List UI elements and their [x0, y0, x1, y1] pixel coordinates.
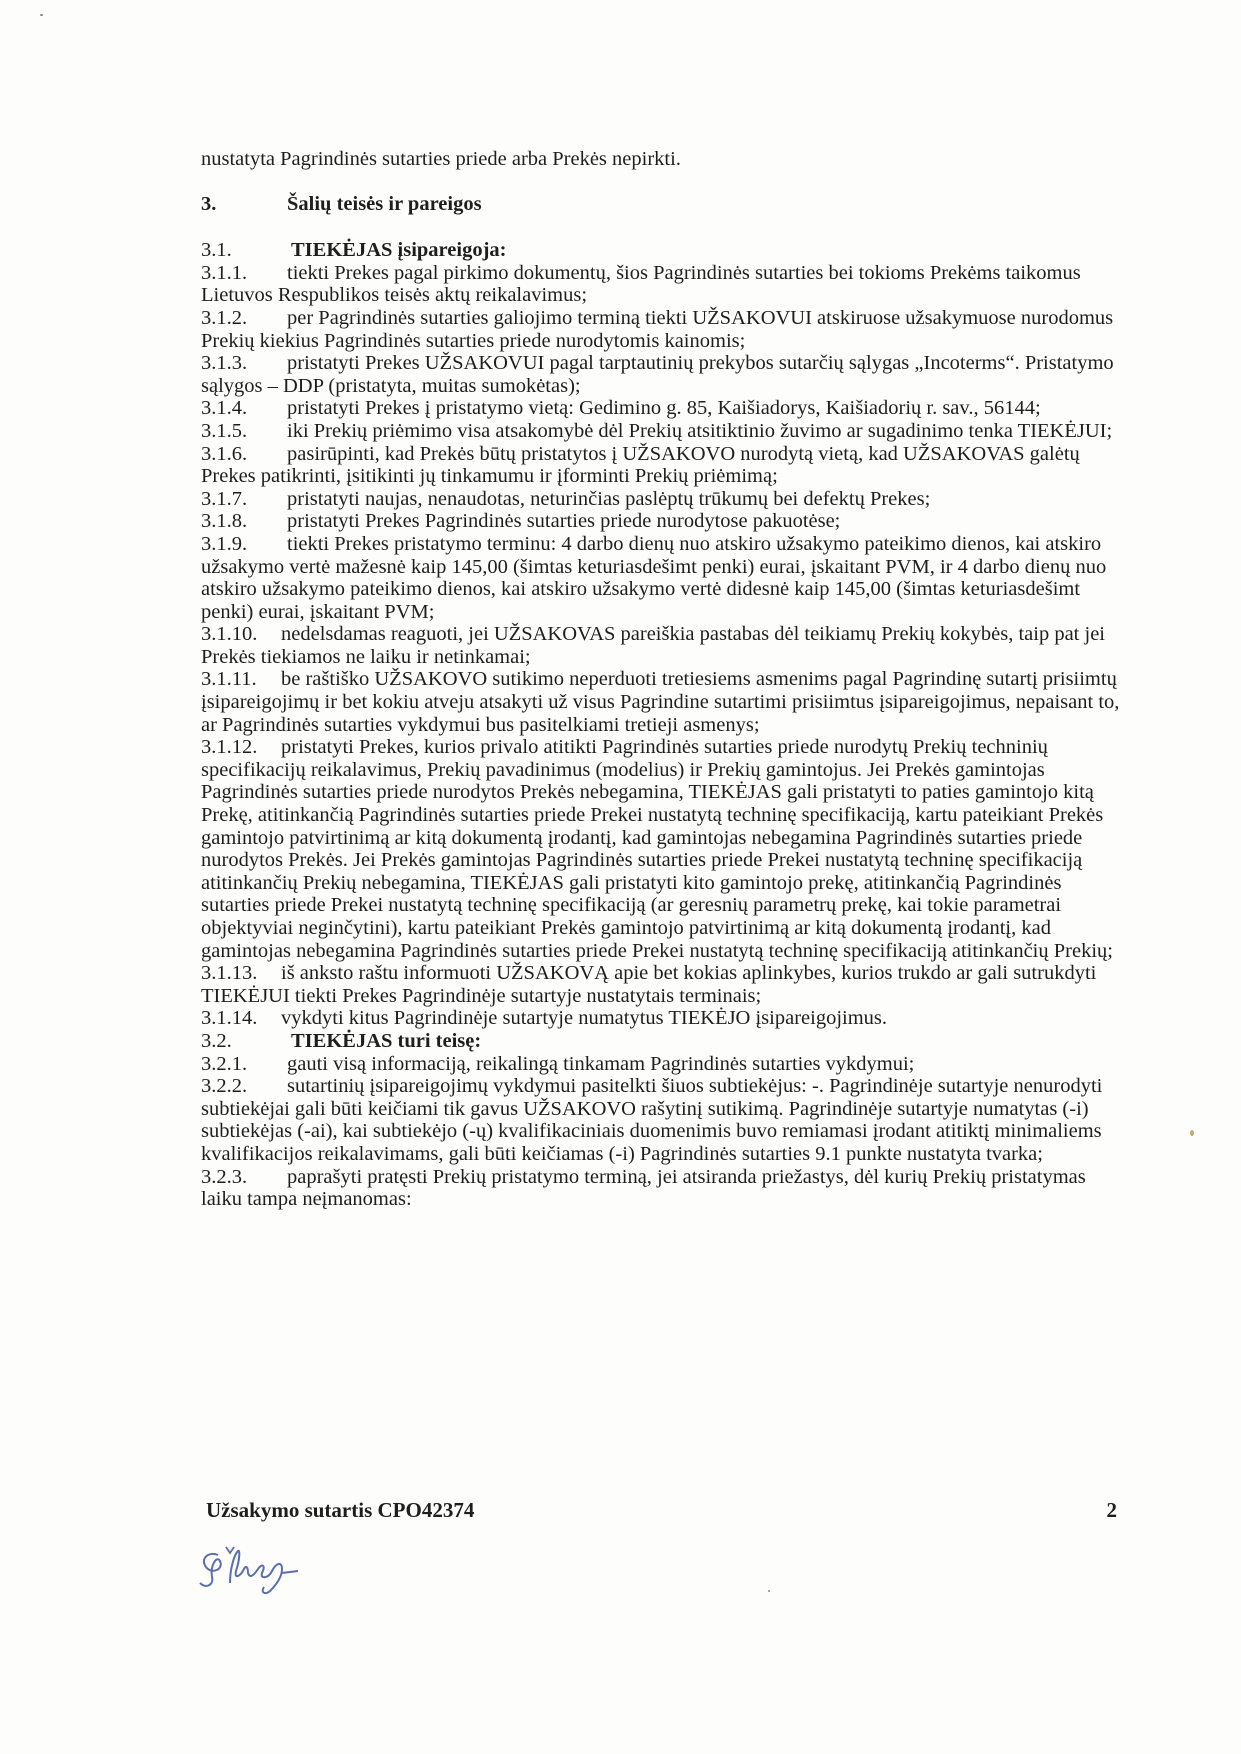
list-item — [201, 533, 1121, 623]
subsection-number: 3.2. — [201, 1029, 232, 1052]
item-text: tiekti Prekes pristatymo terminu: 4 darbo dienų nuo atskiro užsakymo pateikimo dienos, kai atskiro užsakymo vertė mažesnė kaip 145,00 (šimtas keturiasdešimt penki) eurai, įskaitant PVM, ir 4 darbo dienų nuo atskiro užsakymo pateikimo dienos, kai atskiro užsakymo vertė didesnė kaip 145,00 (šimtas keturiasdešimt penki) eurai, įskaitant PVM; — [201, 532, 1107, 623]
list-item — [201, 443, 1121, 488]
item-text: iš anksto raštu informuoti UŽSAKOVĄ apie bet kokias aplinkybes, kurios trukdo ar gali sutrukdyti TIEKĖJUI tiekti Prekes Pagrindinėje sutartyje nustatytais terminais; — [201, 962, 1097, 1007]
scan-speck — [40, 14, 43, 16]
item-text: sutartinių įsipareigojimų vykdymui pasitelkti šiuos subtiekėjus: -. Pagrindinėje sutartyje nenurodyti subtiekėjai gali būti keičiami tik gavus UŽSAKOVO rašytinį sutikimą. Pagrindinėje sutartyje numatytas (-i) subtiekėjas (-ai), kai subtiekėjo (-ų) kvalifikaciniais duomenimis buvo remiamasi įrodant atitiktį minimaliems kvalifikacijos reikalavimams, gali būti keičiamas (-i) Pagrindinės sutarties 9.1 punkte nustatyta tvarka; — [201, 1075, 1103, 1165]
item-number: 3.1.9. — [201, 532, 248, 555]
item-number: 3.2.2. — [201, 1075, 248, 1098]
list-item — [201, 307, 1121, 352]
list-item — [201, 1075, 1121, 1165]
list-item — [201, 736, 1121, 962]
list-item — [201, 668, 1121, 736]
item-number: 3.1.1. — [201, 261, 248, 284]
list-item — [201, 1053, 1121, 1076]
page-number: 2 — [1106, 1498, 1117, 1522]
list-item — [201, 262, 1121, 307]
item-text: vykdyti kitus Pagrindinėje sutartyje numatytus TIEKĖJO įsipareigojimus. — [281, 1007, 888, 1030]
list-item — [201, 510, 1121, 533]
subsection-title: TIEKĖJAS įsipareigoja: — [291, 239, 507, 262]
obligations-list — [201, 262, 1121, 1030]
section-title: Šalių teisės ir pareigos — [287, 192, 482, 215]
item-text: pristatyti naujas, nenaudotas, neturinčias paslėptų trūkumų bei defektų Prekes; — [287, 487, 931, 510]
list-item — [201, 420, 1121, 443]
item-number: 3.2.1. — [201, 1052, 248, 1075]
item-number: 3.2.3. — [201, 1165, 248, 1188]
item-text: pasirūpinti, kad Prekės būtų pristatytos į UŽSAKOVO nurodytą vietą, kad UŽSAKOVAS galėtų Prekes patikrinti, įsitikinti jų tinkamumu ir įforminti Prekių priėmimą; — [201, 442, 1080, 488]
item-text: pristatyti Prekes, kurios privalo atitikti Pagrindinės sutarties priede nurodytų Prekių techninių specifikacijų reikalavimus, Prekių pavadinimus (modelius) ir Prekių gamintojus. Jei Prekės gamintojas Pagrindinės sutarties priede nurodytos Prekės nebegamina, TIEKĖJAS gali pristatyti to paties gamintojo kitą Prekę, atitinkančią Pagrindinės sutarties priede Prekei nustatytą techninę specifikaciją, kartu pateikiant Prekės gamintojo patvirtinimą ar kitą dokumentą įrodantį, kad gamintojas nebegamina Pagrindinės sutarties priede nurodytos Prekės. Jei Prekės gamintojas Pagrindinės sutarties priede Prekei nustatytą techninę specifikaciją atitinkančių Prekių nebegamina, TIEKĖJAS gali pristatyti kito gamintojo prekę, atitinkančią Pagrindinės sutarties priede Prekei nustatytą techninę specifikaciją (ar geresnių parametrų prekę, kai tokie parametrai objektyviai neginčytini), kartu pateikiant Prekės gamintojo patvirtinimą ar kitą dokumentą įrodantį, kad gamintojas nebegamina Pagrindinės sutarties priede Prekei nustatytą techninę specifikaciją atitinkančių Prekių; — [201, 736, 1113, 962]
item-text: tiekti Prekes pagal pirkimo dokumentų, šios Pagrindinės sutarties bei tokioms Prekėms taikomus Lietuvos Respublikos teisės aktų reikalavimus; — [201, 261, 1081, 307]
item-text: pristatyti Prekes UŽSAKOVUI pagal tarptautinių prekybos sutarčių sąlygas „Incoterms“. Pristatymo sąlygos – DDP (pristatyta, muitas sumokėtas); — [201, 352, 1114, 397]
intro-line: nustatyta Pagrindinės sutarties priede arba Prekės nepirkti. — [201, 148, 681, 170]
document-body — [201, 148, 1121, 1211]
item-number: 3.1.3. — [201, 352, 248, 375]
subsection-heading-3-2 — [201, 1030, 1121, 1053]
section-number: 3. — [201, 192, 217, 215]
item-text: iki Prekių priėmimo visa atsakomybė dėl Prekių atsitiktinio žuvimo ar sugadinimo tenka TIEKĖJUI; — [287, 419, 1113, 442]
item-text: pristatyti Prekes Pagrindinės sutarties priede nurodytose pakuotėse; — [287, 510, 841, 533]
subsection-number: 3.1. — [201, 239, 232, 262]
list-item — [201, 488, 1121, 511]
item-text: per Pagrindinės sutarties galiojimo terminą tiekti UŽSAKOVUI atskiruose užsakymuose nurodomus Prekių kiekius Pagrindinės sutarties priede nurodytomis kainomis; — [201, 306, 1114, 352]
item-number: 3.1.7. — [201, 487, 248, 510]
item-text: nedelsdamas reaguoti, jei UŽSAKOVAS pareiškia pastabas dėl teikiamų Prekių kokybės, taip pat jei Prekės tiekiamos ne laiku ir netinkamai; — [201, 623, 1105, 668]
item-text: be raštiško UŽSAKOVO sutikimo neperduoti tretiesiems asmenims pagal Pagrindinę sutartį prisiimtų įsipareigojimų ir bet kokiu atveju atsakyti už visus Pagrindine sutartimi prisiimtus įsipareigojimus, nepaisant to, ar Pagrindinės sutarties vykdymui bus pasitelkiami tretieji asmenys; — [201, 668, 1120, 736]
item-text: paprašyti pratęsti Prekių pristatymo terminą, jei atsiranda priežastys, dėl kurių Prekių pristatymas laiku tampa neįmanomas: — [201, 1165, 1086, 1211]
item-number: 3.1.10. — [201, 623, 258, 646]
item-number: 3.1.2. — [201, 306, 248, 329]
list-item — [201, 962, 1121, 1007]
contract-footer: Užsakymo sutartis CPO42374 — [206, 1498, 475, 1522]
item-number: 3.1.14. — [201, 1007, 258, 1030]
item-number: 3.1.8. — [201, 510, 248, 533]
item-number: 3.1.13. — [201, 962, 258, 985]
item-number: 3.1.4. — [201, 397, 248, 420]
item-text: pristatyti Prekes į pristatymo vietą: Gedimino g. 85, Kaišiadorys, Kaišiadorių r. sav., 56144; — [287, 397, 1041, 420]
subsection-title: TIEKĖJAS turi teisę: — [291, 1029, 482, 1052]
item-text: gauti visą informaciją, reikalingą tinkamam Pagrindinės sutarties vykdymui; — [287, 1052, 915, 1075]
list-item — [201, 1166, 1121, 1211]
item-number: 3.1.11. — [201, 668, 257, 691]
section-heading — [201, 193, 1121, 216]
scan-speck — [1190, 1130, 1194, 1136]
list-item — [201, 623, 1121, 668]
list-item — [201, 352, 1121, 397]
handwritten-signature-icon — [190, 1525, 340, 1605]
rights-list — [201, 1053, 1121, 1211]
item-number: 3.1.5. — [201, 419, 248, 442]
item-number: 3.1.6. — [201, 442, 248, 465]
list-item — [201, 1007, 1121, 1030]
item-number: 3.1.12. — [201, 736, 258, 759]
subsection-heading-3-1 — [201, 239, 1121, 262]
list-item — [201, 397, 1121, 420]
scan-speck — [768, 1590, 770, 1592]
